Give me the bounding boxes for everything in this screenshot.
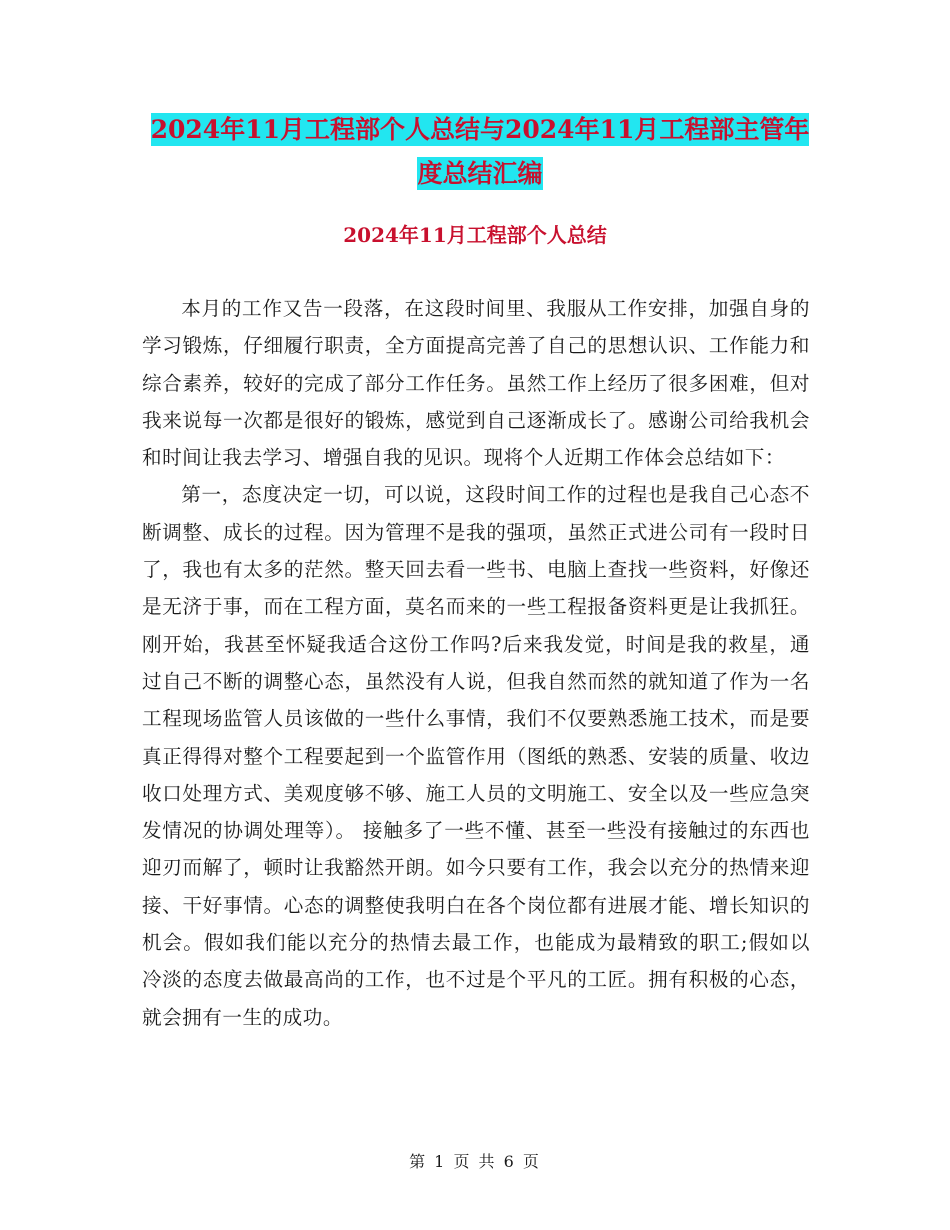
section-title: 2024年11月工程部个人总结 xyxy=(343,223,607,247)
document-title-text: 2024年11月工程部个人总结与2024年11月工程部主管年度总结汇编 xyxy=(150,115,810,188)
document-title xyxy=(140,108,820,196)
paragraph-first-point: 第一，态度决定一切，可以说，这段时间工作的过程也是我自己心态不断调整、成长的过程。因为管理不是我的强项，虽然正式进公司有一段时日了，我也有太多的茫然。整天回去看一些书、电脑上查找一些资料，好像还是无济于事，而在工程方面，莫名而来的一些工程报备资料更是让我抓狂。刚开始，我甚至怀疑我适合这份工作吗?后来我发觉，时间是我的救星，通过自己不断的调整心态，虽然没有人说，但我自然而然的就知道了作为一名工程现场监管人员该做的一些什么事情，我们不仅要熟悉施工技术，而是要真正得得对整个工程要起到一个监管作用（图纸的熟悉、安装的质量、收边收口处理方式、美观度够不够、施工人员的文明施工、安全以及一些应急突发情况的协调处理等）。 接触多了一些不懂、甚至一些没有接触过的东西也迎刃而解了，顿时让我豁然开朗。如今只要有工作，我会以充分的热情来迎接、干好事情。心态的调整使我明白在各个岗位都有进展才能、增长知识的机会。假如我们能以充分的热情去最工作，也能成为最精致的职工;假如以冷淡的态度去做最高尚的工作，也不过是个平凡的工匠。拥有积极的心态，就会拥有一生的成功。 xyxy=(142,483,810,1029)
paragraph-intro: 本月的工作又告一段落，在这段时间里、我服从工作安排，加强自身的学习锻炼，仔细履行职责，全方面提高完善了自己的思想认识、工作能力和综合素养，较好的完成了部分工作任务。虽然工作上经历了很多困难，但对我来说每一次都是很好的锻炼，感觉到自己逐渐成长了。感谢公司给我机会和时间让我去学习、增强自我的见识。现将个人近期工作体会总结如下： xyxy=(142,297,810,470)
document-body xyxy=(142,290,810,1036)
page-footer: 第 1 页 共 6 页 xyxy=(409,1152,541,1171)
